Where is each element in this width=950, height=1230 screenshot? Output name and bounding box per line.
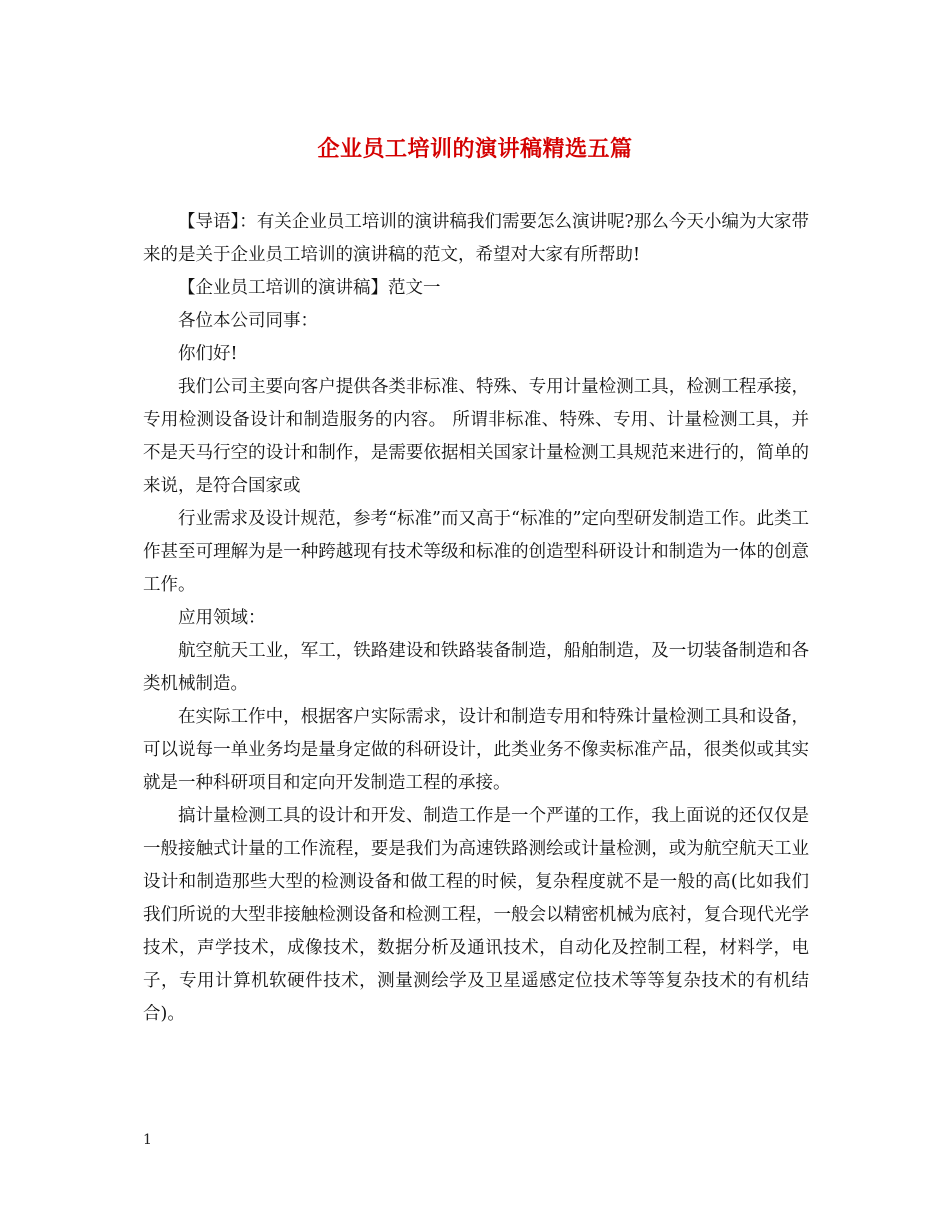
section-heading: 【企业员工培训的演讲稿】范文一 [178, 278, 441, 298]
application-heading: 应用领域： [178, 608, 266, 628]
page-title: 企业员工培训的演讲稿精选五篇 [317, 136, 633, 162]
body-paragraph: 航空航天工业，军工，铁路建设和铁路装备制造，船舶制造，及一切装备制造和各类机械制造。 [143, 641, 809, 694]
body-paragraph: 行业需求及设计规范，参考“标准”而又高于“标准的”定向型研发制造工作。此类工作甚至可理解为是一种跨越现有技术等级和标准的创造型科研设计和制造为一体的创意工作。 [143, 509, 809, 595]
salutation: 各位本公司同事： [178, 311, 318, 331]
greeting: 你们好! [178, 344, 238, 364]
body-paragraph: 我们公司主要向客户提供各类非标准、特殊、专用计量检测工具，检测工程承接，专用检测设备设计和制造服务的内容。 所谓非标准、特殊、专用、计量检测工具，并不是天马行空的设计和制作，是需要依据相关国家计量检测工具规范来进行的，简单的来说，是符合国家或 [143, 377, 809, 496]
page-number: 1 [143, 1132, 152, 1148]
body-paragraph: 在实际工作中，根据客户实际需求，设计和制造专用和特殊计量检测工具和设备， 可以说每一单业务均是量身定做的科研设计，此类业务不像卖标准产品，很类似或其实就是一种科研项目和定向开发制造工程的承接。 [143, 707, 809, 793]
intro-paragraph: 【导语】：有关企业员工培训的演讲稿我们需要怎么演讲呢?那么今天小编为大家带来的是关于企业员工培训的演讲稿的范文，希望对大家有所帮助! [143, 212, 809, 265]
body-paragraph: 搞计量检测工具的设计和开发、制造工作是一个严谨的工作，我上面说的还仅仅是一般接触式计量的工作流程，要是我们为高速铁路测绘或计量检测，或为航空航天工业设计和制造那些大型的检测设备和做工程的时候，复杂程度就不是一般的高(比如我们我们所说的大型非接触检测设备和检测工程，一般会以精密机械为底衬，复合现代光学技术，声学技术，成像技术，数据分析及通讯技术，自动化及控制工程，材料学，电子，专用计算机软硬件技术，测量测绘学及卫星遥感定位技术等等复杂技术的有机结合)。 [143, 806, 809, 1024]
document-body [143, 206, 809, 1031]
